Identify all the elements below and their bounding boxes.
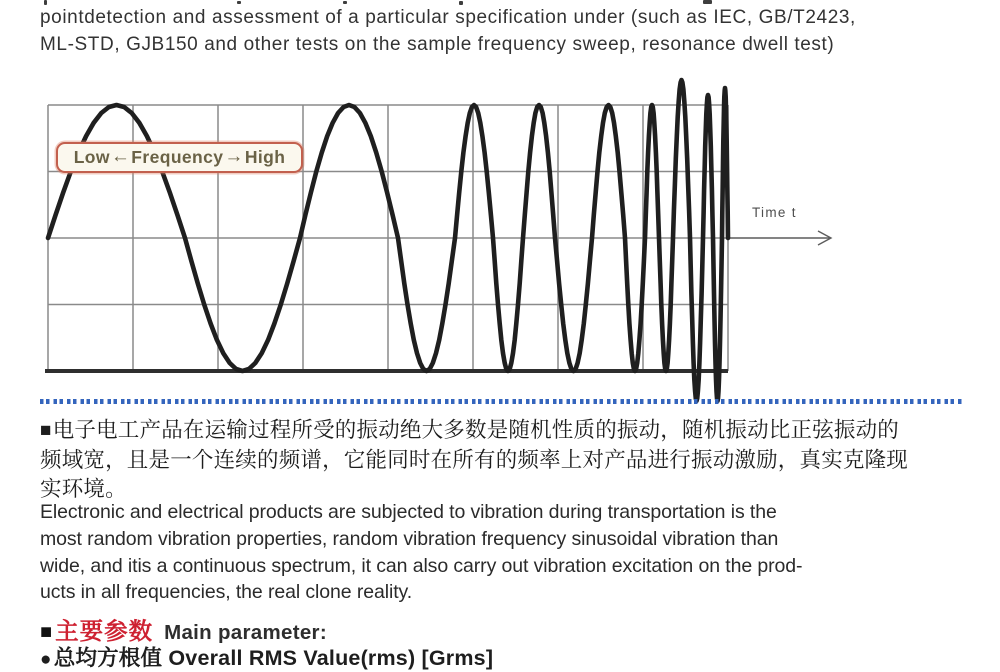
en-paragraph [40,499,980,606]
dotted-separator [40,399,964,404]
paragraph-line: pointdetection and assessment of a particular specification under (such as IEC, GB/T2423, [40,7,856,28]
heading-en: Main parameter: [164,621,327,644]
frequency-range-label [56,142,303,173]
paragraph-line: 实环境。 [40,477,127,501]
cn-paragraph [40,416,980,504]
paragraph-line: ML-STD, GJB150 and other tests on the sample frequency sweep, resonance dwell test) [40,34,835,55]
square-bullet-icon: ■ [40,621,53,643]
bottom-parameter-item [40,641,493,672]
square-bullet-icon: ■ [40,420,52,441]
paragraph-line: most random vibration properties, random vibration frequency sinusoidal vibration than [40,527,779,550]
bottom-item-text: 总均方根值 Overall RMS Value(rms) [Grms] [53,646,494,670]
top-paragraph [40,4,970,58]
label-text-frequency: Frequency [131,147,224,167]
circle-bullet-icon: ● [40,649,52,670]
time-axis-label: Time t [752,205,797,220]
label-text-low: Low [73,147,110,167]
paragraph-line: Electronic and electrical products are subjected to vibration during transportation is the [40,501,777,523]
paragraph-line: ucts in all frequencies, the real clone reality. [40,581,413,604]
arrow-left-icon: ← [110,145,131,167]
paragraph-line [40,416,980,446]
paragraph-line-text: 电子电工产品在运输过程所受的振动绝大多数是随机性质的振动，随机振动比正弦振动的 [52,418,899,442]
heading-cn: 主要参数 [55,618,154,644]
sweep-figure-svg [0,70,860,410]
paragraph-line: 频域宽，且是一个连续的频谱，它能同时在所有的频率上对产品进行振动激励，真实克隆现 [40,448,909,472]
arrow-right-icon: → [224,145,244,167]
label-text-high: High [244,147,286,167]
paragraph-line: wide, and itis a continuous spectrum, it can also carry out vibration excitation on the prod- [40,554,803,577]
frequency-sweep-figure [0,70,860,410]
